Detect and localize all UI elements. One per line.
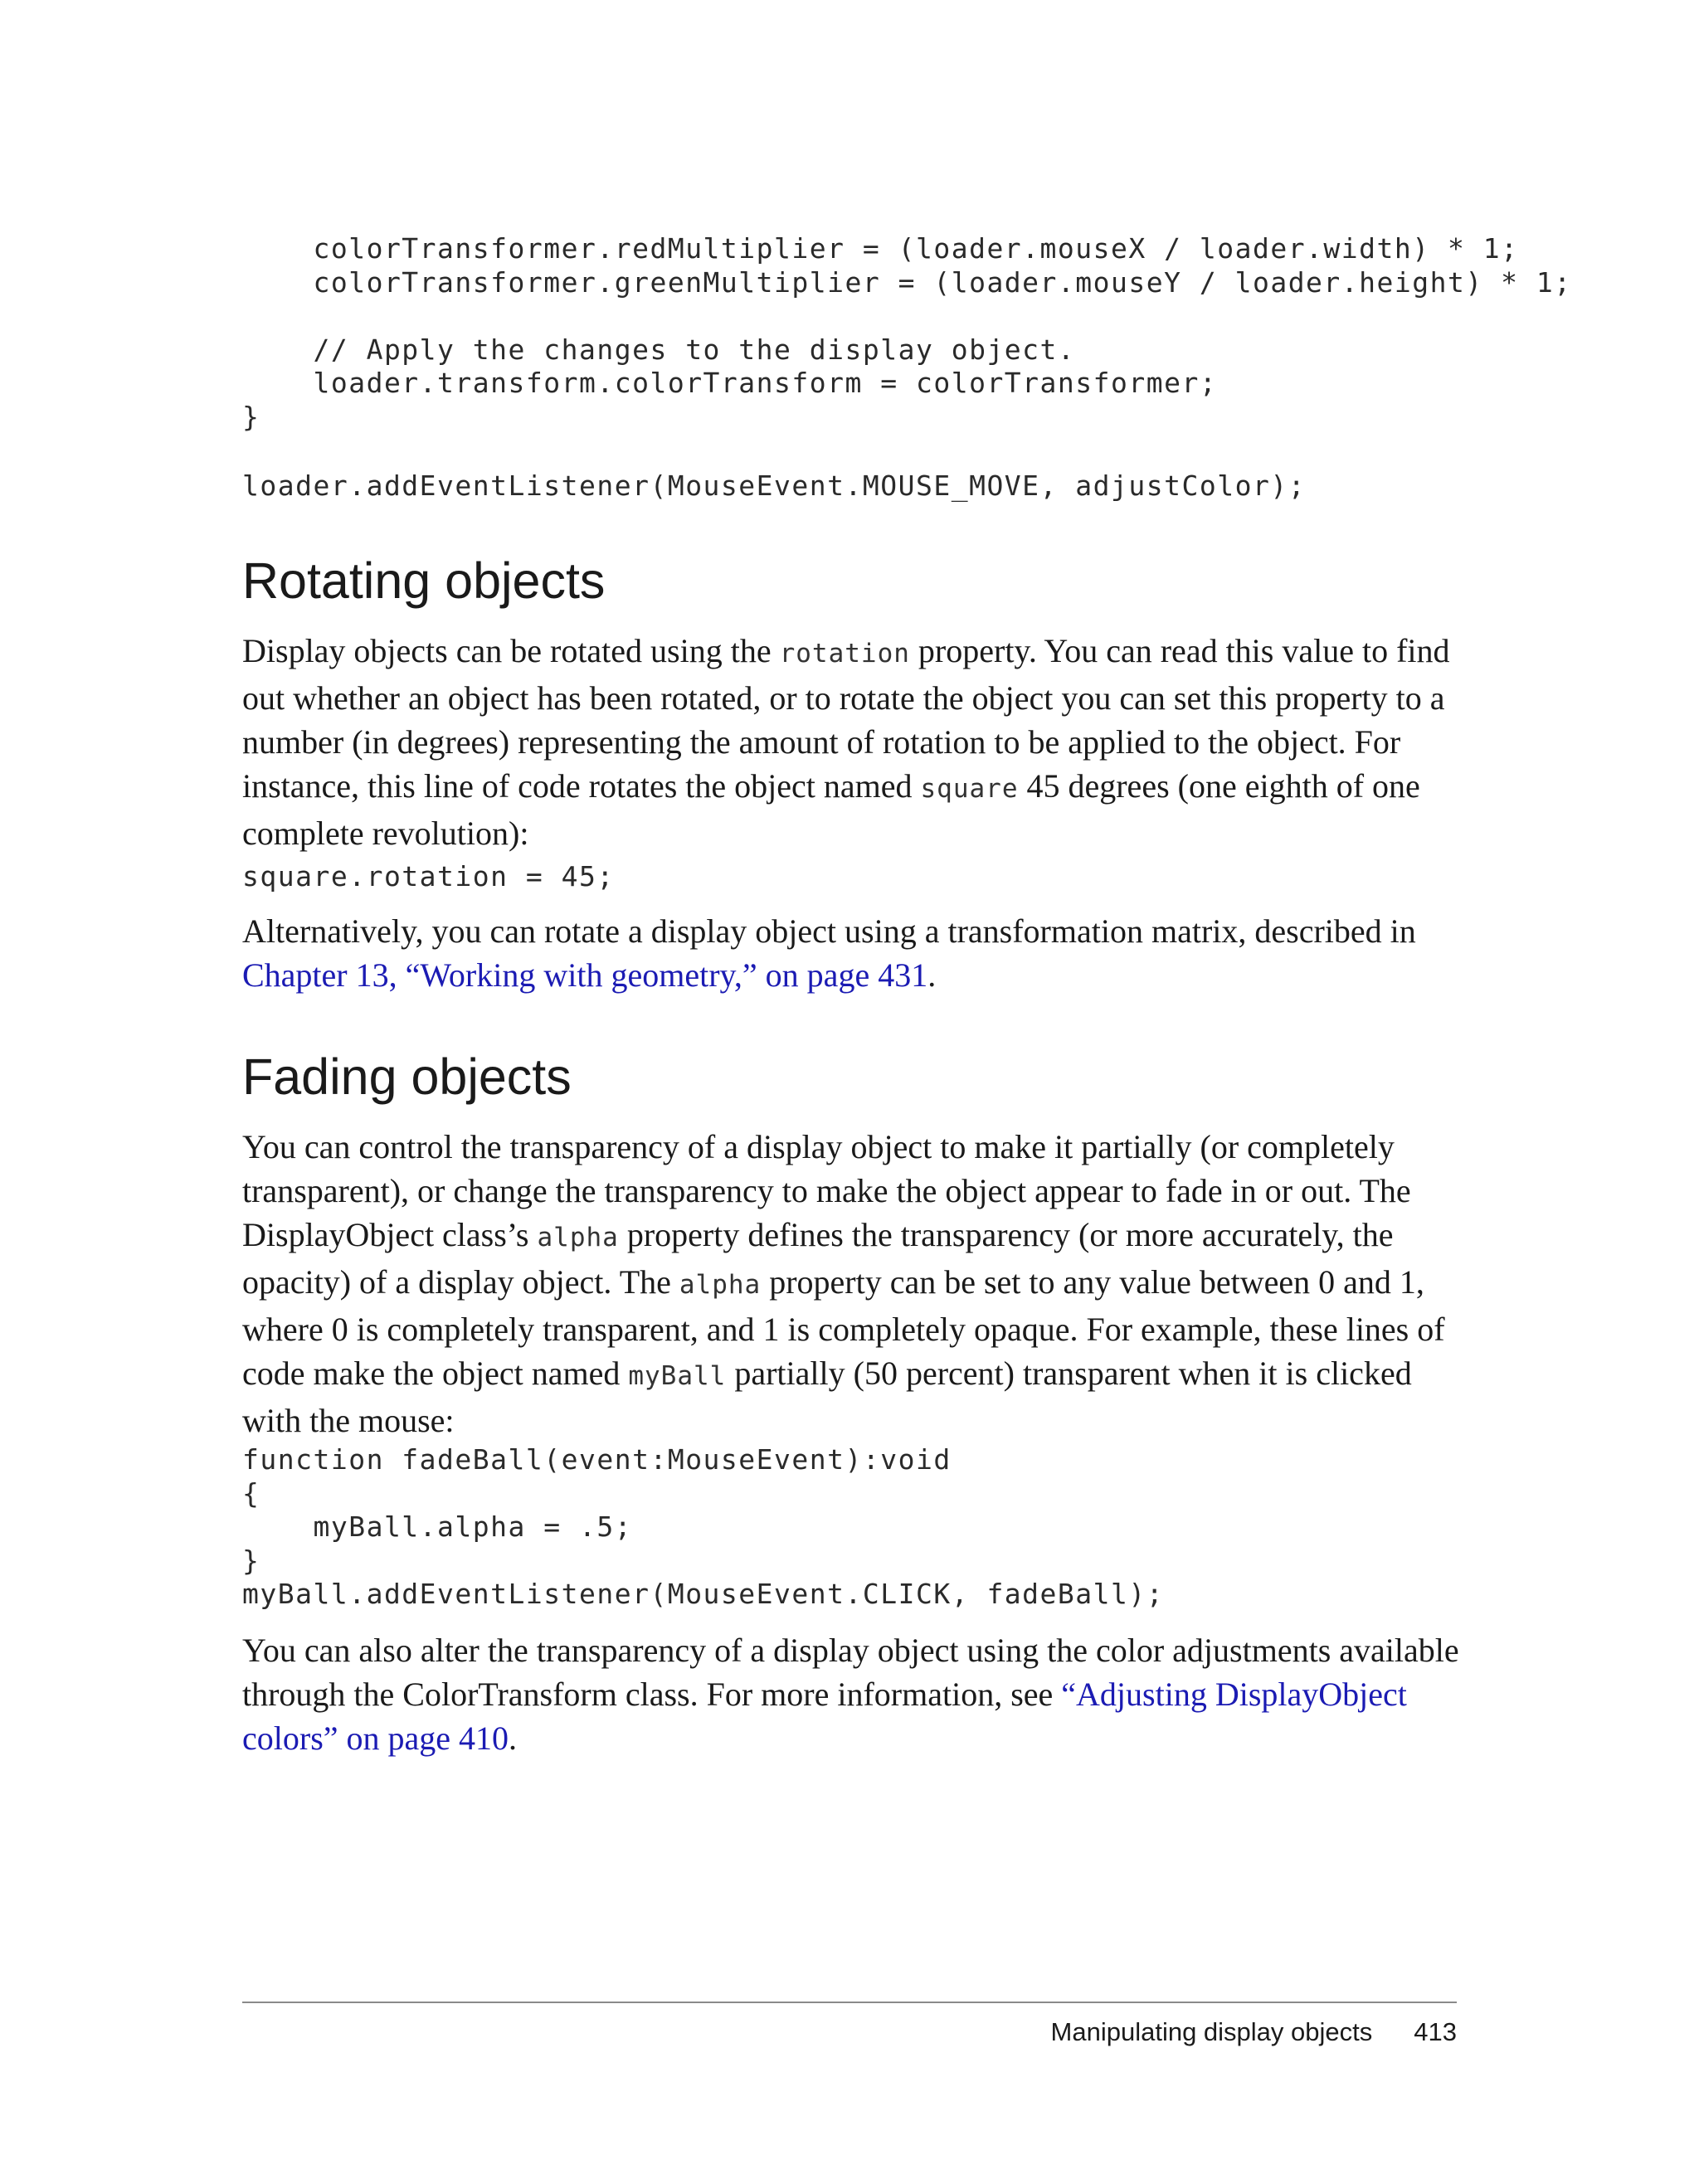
text-run: You can also alter the transparency of a display object using the color adjustments available through the ColorTransform class. For more information, see — [242, 1632, 1459, 1713]
code-line-square-rotation: square.rotation = 45; — [242, 860, 615, 893]
inline-code-myball: myBall — [628, 1361, 727, 1391]
link-adjusting-displayobject-colors[interactable]: “Adjusting DisplayObject colors” on page 410 — [242, 1676, 1407, 1757]
footer-divider — [242, 2002, 1457, 2003]
text-run: property can be set to any value between 0 and 1, where 0 is completely transparent, and 1 is completely opaque. For example, these lines of code make the object named — [242, 1263, 1445, 1392]
text-run: partially (50 percent) transparent when it is clicked with the mouse: — [242, 1355, 1412, 1439]
code-line: colorTransformer.greenMultiplier = (loader.mouseY / loader.height) * 1; — [242, 265, 1572, 299]
paragraph-fading-colortransform — [242, 1628, 1462, 1760]
code-line: // Apply the changes to the display object. — [242, 333, 1076, 366]
text-run: 45 degrees (one eighth of one complete revolution): — [242, 767, 1420, 852]
paragraph-fading-intro — [242, 1125, 1462, 1442]
heading-fading-objects: Fading objects — [242, 1048, 572, 1105]
footer-section-title: Manipulating display objects — [1050, 2017, 1373, 2046]
code-block-color-transform — [242, 232, 1572, 434]
link-chapter-13-geometry[interactable]: Chapter 13, “Working with geometry,” on page 431 — [242, 956, 928, 994]
paragraph-rotating-intro — [242, 629, 1462, 855]
inline-code-alpha: alpha — [537, 1223, 619, 1253]
paragraph-rotating-alternative — [242, 909, 1462, 997]
code-block-fade-ball: function fadeBall(event:MouseEvent):void { myBall.alpha = .5; } myBall.addEventListener(MouseEvent.CLICK, fadeBall); — [242, 1443, 1165, 1610]
text-run: property. You can read this value to find out whether an object has been rotated, or to rotate the object you can set this property to a number (in degrees) representing the amount of rotation to be applied to the object. For instance, this line of code rotates the object named — [242, 632, 1450, 805]
text-run: . — [509, 1719, 518, 1757]
page-footer — [1051, 2017, 1457, 2047]
text-run: Display objects can be rotated using the — [242, 632, 780, 669]
text-run: property defines the transparency (or more accurately, the opacity) of a display object. The — [242, 1216, 1394, 1301]
code-line: colorTransformer.redMultiplier = (loader.mouseX / loader.width) * 1; — [242, 232, 1519, 265]
code-line: loader.transform.colorTransform = colorTransformer; — [242, 367, 1218, 399]
text-run: Alternatively, you can rotate a display object using a transformation matrix, described in — [242, 912, 1416, 950]
heading-rotating-objects: Rotating objects — [242, 552, 606, 609]
inline-code-rotation: rotation — [779, 639, 910, 669]
text-run: . — [927, 956, 937, 994]
inline-code-square: square — [920, 774, 1019, 804]
text-run: You can control the transparency of a display object to make it partially (or completely transparent), or change the transparency to make the object appear to fade in or out. The DisplayObject class’s — [242, 1128, 1411, 1253]
inline-code-alpha: alpha — [679, 1270, 762, 1300]
code-line-add-listener: loader.addEventListener(MouseEvent.MOUSE_MOVE, adjustColor); — [242, 469, 1307, 502]
code-line: } — [242, 400, 260, 433]
page-number: 413 — [1414, 2017, 1457, 2046]
